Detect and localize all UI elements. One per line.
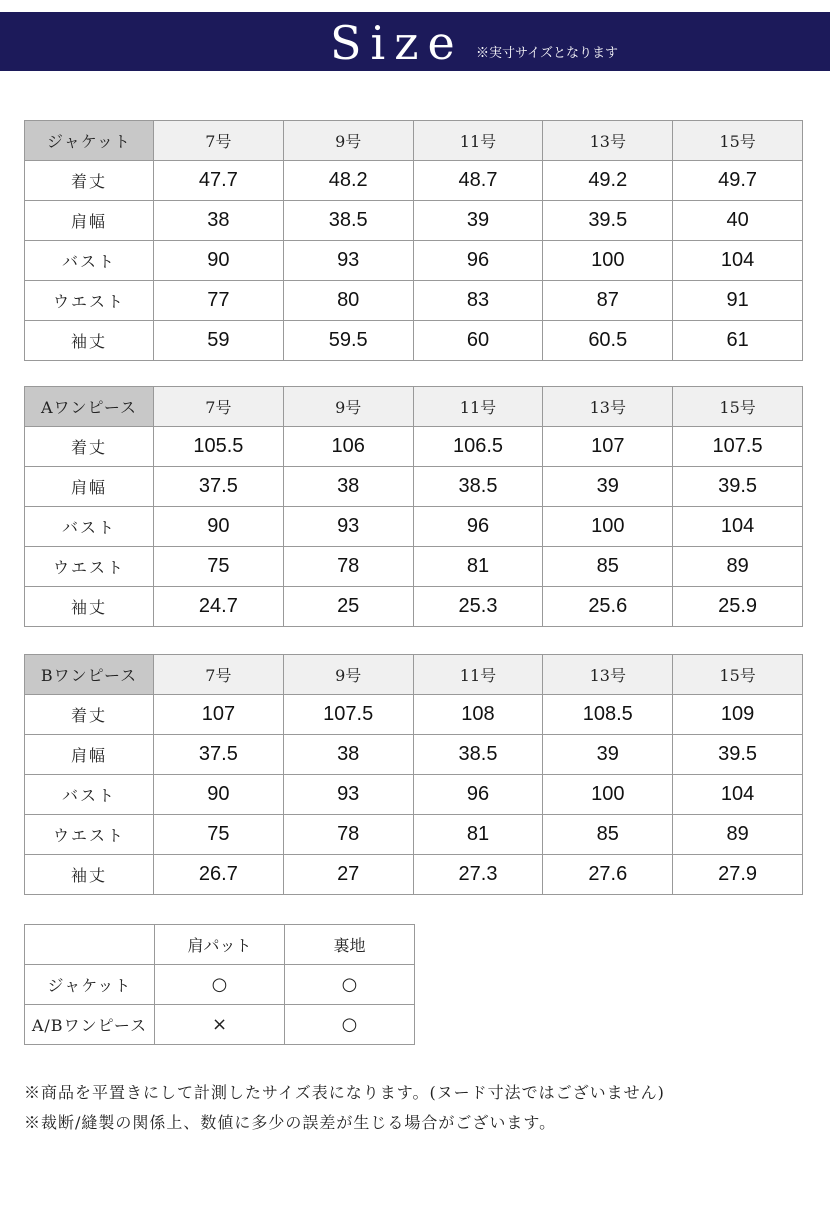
measurement-value: 60.5	[543, 321, 673, 361]
measurement-value: 39.5	[673, 735, 803, 775]
size-table	[24, 386, 803, 627]
measurement-value: 81	[413, 815, 543, 855]
size-column-header: 11号	[413, 655, 543, 695]
measurement-value: 87	[543, 281, 673, 321]
measurement-value: 100	[543, 241, 673, 281]
measurement-label: 着丈	[25, 161, 154, 201]
measurement-row	[25, 695, 803, 735]
measurement-value: 25.6	[543, 587, 673, 627]
measurement-value: 89	[673, 547, 803, 587]
measurement-label: 着丈	[25, 695, 154, 735]
measurement-value: 109	[673, 695, 803, 735]
measurement-value: 78	[283, 547, 413, 587]
measurement-label: 肩幅	[25, 467, 154, 507]
measurement-label: ウエスト	[25, 281, 154, 321]
measurement-value: 39	[543, 735, 673, 775]
measurement-value: 89	[673, 815, 803, 855]
note-line: ※商品を平置きにして計測したサイズ表になります。(ヌード寸法ではございません)	[24, 1083, 665, 1102]
measurement-value: 105.5	[154, 427, 284, 467]
feature-header-row	[25, 925, 415, 965]
measurement-label: 肩幅	[25, 201, 154, 241]
note-line: ※裁断/縫製の関係上、数値に多少の誤差が生じる場合がございます。	[24, 1113, 557, 1132]
measurement-value: 75	[154, 815, 284, 855]
measurement-value: 107.5	[283, 695, 413, 735]
measurement-value: 100	[543, 507, 673, 547]
measurement-value: 96	[413, 507, 543, 547]
measurement-row	[25, 735, 803, 775]
measurement-value: 85	[543, 815, 673, 855]
table-garment-name: Aワンピース	[25, 387, 154, 427]
notes	[24, 1078, 665, 1138]
measurement-value: 93	[283, 241, 413, 281]
measurement-value: 49.2	[543, 161, 673, 201]
table-garment-name: Bワンピース	[25, 655, 154, 695]
measurement-value: 48.7	[413, 161, 543, 201]
measurement-label: 袖丈	[25, 587, 154, 627]
measurement-value: 39.5	[673, 467, 803, 507]
measurement-row	[25, 467, 803, 507]
measurement-value: 75	[154, 547, 284, 587]
measurement-value: 81	[413, 547, 543, 587]
measurement-value: 38	[283, 735, 413, 775]
size-column-header: 9号	[283, 121, 413, 161]
measurement-value: 39.5	[543, 201, 673, 241]
measurement-value: 25	[283, 587, 413, 627]
header-note: ※実寸サイズとなります	[476, 46, 618, 61]
measurement-value: 90	[154, 775, 284, 815]
measurement-value: 27.3	[413, 855, 543, 895]
size-column-header: 15号	[673, 121, 803, 161]
feature-row-label: A/Bワンピース	[25, 1005, 155, 1045]
size-header-row	[25, 387, 803, 427]
size-column-header: 15号	[673, 387, 803, 427]
measurement-value: 39	[543, 467, 673, 507]
feature-mark: ○	[155, 965, 285, 1005]
measurement-value: 38.5	[413, 735, 543, 775]
size-column-header: 9号	[283, 655, 413, 695]
measurement-value: 107	[154, 695, 284, 735]
measurement-value: 93	[283, 775, 413, 815]
measurement-value: 93	[283, 507, 413, 547]
measurement-value: 106.5	[413, 427, 543, 467]
size-column-header: 7号	[154, 121, 284, 161]
measurement-value: 77	[154, 281, 284, 321]
measurement-value: 60	[413, 321, 543, 361]
measurement-value: 27.9	[673, 855, 803, 895]
feature-col-shoulder-pad: 肩パット	[155, 925, 285, 965]
page-title: Size	[330, 16, 464, 70]
measurement-label: ウエスト	[25, 547, 154, 587]
size-column-header: 15号	[673, 655, 803, 695]
feature-row	[25, 1005, 415, 1045]
measurement-value: 61	[673, 321, 803, 361]
size-header-row	[25, 655, 803, 695]
measurement-value: 48.2	[283, 161, 413, 201]
size-table	[24, 654, 803, 895]
measurement-value: 83	[413, 281, 543, 321]
measurement-value: 47.7	[154, 161, 284, 201]
measurement-row	[25, 547, 803, 587]
measurement-row	[25, 321, 803, 361]
measurement-value: 108	[413, 695, 543, 735]
feature-row	[25, 965, 415, 1005]
measurement-value: 38	[154, 201, 284, 241]
measurement-label: 着丈	[25, 427, 154, 467]
measurement-row	[25, 855, 803, 895]
feature-corner-cell	[25, 925, 155, 965]
measurement-value: 27.6	[543, 855, 673, 895]
measurement-value: 104	[673, 241, 803, 281]
measurement-value: 107	[543, 427, 673, 467]
measurement-value: 80	[283, 281, 413, 321]
measurement-value: 59.5	[283, 321, 413, 361]
measurement-value: 96	[413, 241, 543, 281]
feature-table	[24, 924, 415, 1045]
measurement-row	[25, 507, 803, 547]
measurement-value: 96	[413, 775, 543, 815]
measurement-row	[25, 775, 803, 815]
measurement-value: 25.9	[673, 587, 803, 627]
feature-row-label: ジャケット	[25, 965, 155, 1005]
measurement-label: 袖丈	[25, 855, 154, 895]
measurement-value: 85	[543, 547, 673, 587]
measurement-value: 107.5	[673, 427, 803, 467]
size-column-header: 7号	[154, 655, 284, 695]
size-table	[24, 120, 803, 361]
measurement-value: 59	[154, 321, 284, 361]
measurement-row	[25, 161, 803, 201]
measurement-value: 91	[673, 281, 803, 321]
measurement-value: 49.7	[673, 161, 803, 201]
feature-mark: ○	[285, 1005, 415, 1045]
measurement-label: バスト	[25, 775, 154, 815]
measurement-value: 38	[283, 467, 413, 507]
measurement-row	[25, 241, 803, 281]
size-column-header: 11号	[413, 387, 543, 427]
measurement-value: 24.7	[154, 587, 284, 627]
measurement-row	[25, 427, 803, 467]
size-header-row	[25, 121, 803, 161]
measurement-value: 37.5	[154, 735, 284, 775]
measurement-value: 39	[413, 201, 543, 241]
table-garment-name: ジャケット	[25, 121, 154, 161]
measurement-value: 104	[673, 775, 803, 815]
measurement-label: ウエスト	[25, 815, 154, 855]
size-column-header: 7号	[154, 387, 284, 427]
measurement-value: 37.5	[154, 467, 284, 507]
measurement-value: 78	[283, 815, 413, 855]
measurement-value: 27	[283, 855, 413, 895]
measurement-value: 26.7	[154, 855, 284, 895]
measurement-value: 90	[154, 507, 284, 547]
feature-mark: ×	[155, 1005, 285, 1045]
measurement-value: 108.5	[543, 695, 673, 735]
measurement-value: 90	[154, 241, 284, 281]
measurement-value: 25.3	[413, 587, 543, 627]
size-column-header: 13号	[543, 121, 673, 161]
measurement-value: 38.5	[283, 201, 413, 241]
measurement-row	[25, 281, 803, 321]
measurement-row	[25, 587, 803, 627]
measurement-value: 100	[543, 775, 673, 815]
measurement-value: 106	[283, 427, 413, 467]
size-column-header: 11号	[413, 121, 543, 161]
measurement-label: 袖丈	[25, 321, 154, 361]
feature-mark: ○	[285, 965, 415, 1005]
feature-col-lining: 裏地	[285, 925, 415, 965]
measurement-value: 104	[673, 507, 803, 547]
measurement-value: 38.5	[413, 467, 543, 507]
measurement-row	[25, 201, 803, 241]
measurement-label: 肩幅	[25, 735, 154, 775]
size-column-header: 13号	[543, 387, 673, 427]
measurement-value: 40	[673, 201, 803, 241]
measurement-row	[25, 815, 803, 855]
header-banner	[0, 12, 830, 71]
size-column-header: 13号	[543, 655, 673, 695]
size-column-header: 9号	[283, 387, 413, 427]
measurement-label: バスト	[25, 241, 154, 281]
measurement-label: バスト	[25, 507, 154, 547]
